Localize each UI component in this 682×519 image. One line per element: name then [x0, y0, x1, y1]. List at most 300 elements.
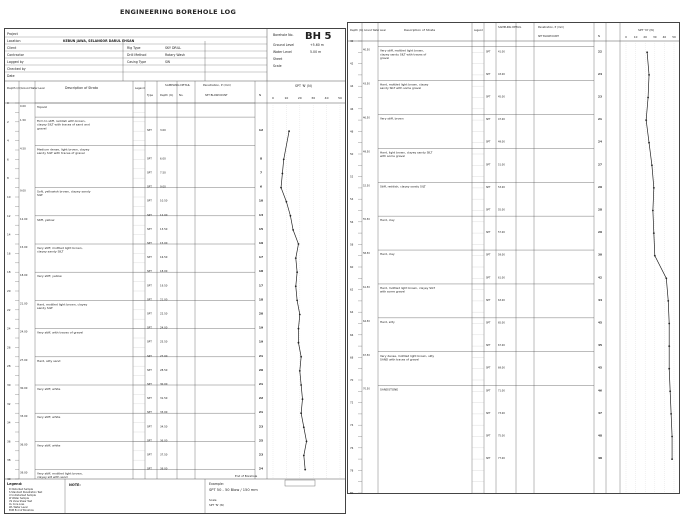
spt-point-2 [653, 187, 655, 189]
depth-tick-label-2: 64 [350, 311, 354, 315]
layer-description: Very stiff, mottled light brown, [37, 246, 83, 250]
layer-depth-label: 18.00 [20, 274, 28, 278]
sample-type-2: SPT [486, 140, 491, 144]
col-sampling-header: SAMPLING DETAIL [165, 83, 191, 87]
casing-value: SW [165, 60, 171, 64]
sample-depth-2: 69.00 [498, 366, 505, 370]
col-sample-depth-header: Depth (m) [160, 94, 174, 97]
depth-tick-label: 28 [7, 364, 11, 369]
spt-n-value: 23 [258, 424, 264, 429]
sample-type: SPT [147, 298, 152, 302]
sample-depth: 18.00 [160, 270, 168, 274]
spt-point-2 [668, 368, 670, 370]
depth-tick-label-2: 52 [350, 175, 354, 179]
spt-axis-tick: 50 [338, 96, 342, 100]
layer-depth-label: 1.50 [20, 119, 26, 123]
legend-item: VS Vane Shear Test [9, 500, 32, 503]
spt-point-2 [654, 255, 656, 257]
spt-point-2 [647, 97, 649, 99]
spt-axis-tick: 20 [297, 96, 302, 100]
sample-depth: 6.00 [160, 157, 166, 161]
col-legend-header: Legend [135, 87, 145, 90]
layer-description: Soft, yellowish brown, clayey sandy [37, 189, 91, 194]
layer-depth-label-2: 64.50 [363, 319, 370, 323]
sample-type: SPT [147, 270, 152, 274]
sample-type-2: SPT [486, 208, 491, 212]
layer-depth-label: 36.00 [20, 443, 28, 447]
sample-depth: 30.00 [160, 383, 168, 386]
spt-point-2 [671, 458, 673, 460]
layer-description: Very stiff, white [37, 443, 61, 448]
spt-n-value-2: 47 [598, 410, 602, 415]
col-penetration-header: Penetration, P (mm) [203, 83, 232, 87]
col-water-header-2: Ground Water Level [364, 29, 386, 32]
depth-tick-label-2: 68 [350, 356, 354, 360]
layer-description-2: Hard, mottled light brown, clayey [380, 82, 429, 87]
depth-tick-label: 0 [7, 101, 9, 105]
spt-axis-tick-2: 40 [662, 35, 667, 39]
spt-n-value: 17 [258, 283, 264, 288]
date-label: Date [7, 74, 15, 78]
sample-depth: 37.50 [160, 453, 168, 457]
borehole-id: BH 5 [305, 31, 332, 42]
layer-description: clayey SILT with traces of sand and [37, 122, 90, 127]
layer-description: Hard, mottled light brown, clayey [37, 302, 88, 307]
depth-tick-label: 14 [7, 232, 11, 237]
spt-n-value-2: 24 [598, 139, 602, 144]
spt-n-value: 18 [258, 297, 264, 302]
spt-point [300, 356, 302, 358]
sample-type: SPT [147, 284, 152, 288]
col-description-header: Description of Strata [65, 86, 98, 90]
layer-depth-label-2: 55.50 [363, 218, 370, 222]
sample-type: SPT [147, 129, 152, 133]
spt-point-2 [670, 413, 672, 415]
layer-depth-label: 15.00 [20, 246, 28, 249]
layer-depth-label: 21.00 [20, 302, 28, 306]
layer-description: Very stiff, with traces of gravel [37, 330, 84, 335]
legend-item: U Undisturbed Sample [9, 494, 36, 497]
spt-n-value: 22 [258, 396, 264, 401]
document-title: ENGINEERING BOREHOLE LOG [120, 8, 237, 16]
layer-description: Stiff, yellow [37, 217, 55, 222]
spt-axis-tick: 40 [324, 96, 329, 100]
spt-point-2 [668, 323, 670, 325]
depth-tick-label-2: 74 [350, 424, 354, 428]
sample-type: SPT [147, 227, 152, 231]
spt-n-value: 6 [259, 184, 263, 189]
depth-tick-label-2: 48 [350, 130, 354, 134]
depth-tick-label-2: 76 [350, 446, 354, 450]
sample-depth-2: 73.00 [498, 411, 505, 415]
layer-description: Hard, silty sand [37, 358, 61, 363]
spt-n-value-2: 44 [598, 297, 602, 302]
layer-description: SILT [37, 193, 43, 198]
depth-tick-label-2: 70 [350, 379, 354, 382]
spt-n-value-2: 27 [598, 162, 602, 167]
layer-description-2: Hard, light brown, clayey sandy SILT [380, 150, 433, 155]
spt-n-value-2: 29 [598, 184, 602, 189]
layer-depth-label-2: 67.50 [363, 353, 370, 357]
ground-level-value: +5.60 m [310, 43, 324, 47]
spt-point-2 [648, 74, 650, 76]
sample-type: SPT [147, 467, 152, 471]
sample-type-2: SPT [486, 411, 491, 415]
layer-depth-label: 33.00 [20, 415, 28, 419]
sample-depth: 24.00 [160, 326, 168, 330]
sample-depth-2: 59.00 [498, 253, 505, 257]
col-legend-header-2: Legend [474, 29, 483, 32]
client-label: Client [7, 46, 17, 50]
legend-item: CL Core Loss [9, 503, 25, 506]
location-label: Location [7, 39, 21, 43]
layer-description: sandy SILT with traces of gravel [37, 150, 85, 155]
spt-point [300, 384, 302, 386]
depth-tick-label: 6 [7, 157, 9, 162]
layer-depth-label: 9.00 [20, 189, 26, 193]
col-sample-no-header: No. [179, 94, 184, 97]
depth-tick-label: 20 [7, 289, 11, 293]
ground-level-label: Ground Level [273, 43, 295, 47]
col-depth-header: Depth (m) [7, 86, 22, 90]
sample-depth-2: 51.00 [498, 163, 505, 167]
sample-depth-2: 77.00 [498, 457, 505, 461]
sample-type-2: SPT [486, 50, 491, 54]
spt-point [298, 243, 300, 245]
spt-point [300, 412, 302, 414]
log-table-1 [5, 29, 345, 513]
spt-point-2 [665, 277, 667, 279]
sample-type-2: SPT [486, 366, 491, 370]
depth-tick-label: 40 [7, 477, 11, 481]
layer-depth-label-2: 52.50 [363, 184, 370, 188]
col-description-header-2: Description of Strata [404, 28, 436, 32]
contractor-label: Contractor [7, 53, 24, 57]
depth-tick-label-2: 42 [350, 62, 354, 66]
spt-n-value-2: 42 [598, 275, 602, 280]
note-label: NOTE: [69, 483, 81, 487]
water-level-value: 5.00 m [310, 50, 322, 54]
scale-bar-chart-label: SPT 'N' (N) [209, 503, 224, 507]
col-spt-count-header: SPT BLOWCOUNT [205, 94, 228, 97]
borehole-no-label: Borehole No. [273, 33, 294, 37]
sample-depth: 13.50 [160, 227, 168, 231]
depth-tick-label: 22 [7, 307, 11, 312]
legend-item: S Standard Penetration Test [9, 491, 43, 494]
col-spt-count-header-2: SPT BLOWCOUNT [538, 35, 559, 38]
layer-description-2: SANDSTONE [380, 387, 399, 392]
spt-point [281, 173, 283, 175]
layer-description-2: Very stiff, brown [380, 116, 404, 121]
sample-type-2: SPT [486, 344, 491, 348]
spt-point [280, 187, 282, 189]
spt-chart-title: SPT 'N' (N) [295, 84, 312, 88]
drill-method-value: Rotary Wash [165, 53, 186, 57]
depth-tick-label: 4 [7, 138, 9, 143]
layer-description: Very stiff, mottled light brown, [37, 471, 83, 476]
col-n-header-2: N [598, 35, 600, 38]
layer-description-2: Hard, silty [380, 319, 395, 324]
sample-depth: 3.00 [160, 129, 166, 133]
depth-tick-label-2: 80 [350, 492, 354, 495]
spt-point [283, 159, 285, 161]
spt-n-value: 12 [258, 128, 264, 133]
sample-depth: 33.00 [160, 411, 168, 415]
sample-depth: 34.50 [160, 425, 168, 429]
depth-tick-label: 32 [7, 401, 11, 406]
depth-tick-label-2: 66 [350, 333, 354, 337]
sample-depth-2: 45.00 [498, 95, 505, 99]
depth-tick-label: 38 [7, 458, 11, 463]
end-of-borehole-label: End of Borehole [235, 474, 258, 478]
spt-point [290, 215, 292, 217]
sample-type: SPT [147, 171, 152, 175]
spt-point [299, 314, 301, 316]
spt-point [304, 469, 306, 471]
spt-point [306, 441, 308, 443]
layer-description: clayey sandy SILT [37, 249, 64, 254]
layer-description-2: Very dense, mottled light brown, silty [380, 353, 435, 358]
sample-depth: 19.50 [160, 284, 168, 288]
sample-type: SPT [147, 199, 152, 203]
depth-tick-label: 10 [7, 195, 11, 199]
sample-depth: 7.50 [160, 171, 166, 175]
sample-depth: 21.00 [160, 298, 168, 302]
spt-n-value: 8 [259, 156, 263, 161]
depth-tick-label: 34 [7, 420, 11, 425]
spt-n-value: 19 [258, 325, 264, 330]
scale-label: Scale [273, 64, 282, 68]
spt-point-2 [651, 164, 653, 166]
depth-tick-label-2: 62 [350, 288, 354, 292]
sample-depth-2: 63.00 [498, 298, 505, 302]
sample-type-2: SPT [486, 163, 491, 167]
spt-profile-line-2 [646, 52, 672, 459]
depth-tick-label: 30 [7, 383, 11, 387]
col-n-header: N [259, 93, 262, 97]
spt-axis-tick: 30 [311, 96, 316, 100]
layer-depth-label: 27.00 [20, 358, 28, 362]
sample-type: SPT [147, 397, 152, 401]
sample-type-2: SPT [486, 457, 491, 461]
layer-depth-label-2: 46.50 [363, 116, 370, 120]
sample-type-2: SPT [486, 276, 491, 280]
spt-point [296, 300, 298, 302]
sample-depth: 28.50 [160, 368, 168, 372]
col-type-header: Type [147, 94, 153, 97]
rig-type-label: Rig Type [127, 46, 141, 50]
layer-depth-label-2: 70.50 [363, 387, 370, 391]
depth-tick-label: 12 [7, 213, 11, 218]
log-sheet-1 [4, 28, 346, 514]
sample-type-2: SPT [486, 434, 491, 438]
spt-point [303, 426, 305, 428]
spt-point-2 [652, 210, 654, 212]
sample-type: SPT [147, 453, 152, 457]
spt-n-value: 7 [259, 170, 263, 175]
spt-n-value-2: 22 [598, 49, 602, 54]
spt-n-value: 24 [258, 466, 264, 471]
spt-point-2 [653, 232, 655, 234]
spt-n-value-2: 48 [598, 456, 602, 461]
spt-point-2 [671, 436, 673, 438]
spt-point [288, 130, 290, 132]
sample-depth-2: 65.00 [498, 321, 505, 325]
spt-point [298, 328, 300, 330]
casing-label: Casing Type [127, 60, 147, 64]
spt-axis-tick-2: 50 [672, 35, 676, 39]
spt-n-value-2: 24 [598, 71, 602, 76]
sample-depth: 15.00 [160, 242, 168, 245]
spt-n-value-2: 48 [598, 433, 602, 438]
depth-tick-label-2: 56 [350, 220, 354, 224]
layer-description-2: Very stiff, mottled light brown, [380, 48, 424, 53]
layer-depth-label: 12.00 [20, 217, 28, 221]
sample-depth: 39.00 [160, 467, 168, 471]
spt-chart-title-2: SPT 'N' (N) [638, 28, 654, 32]
sample-depth: 22.50 [160, 312, 168, 316]
layer-depth-label: 0.00 [20, 105, 26, 108]
sample-type: SPT [147, 340, 152, 344]
sample-type: SPT [147, 185, 152, 189]
spt-point-2 [646, 51, 648, 53]
col-depth-header-2: Depth (m) [350, 29, 364, 32]
sample-depth-2: 47.00 [498, 118, 505, 122]
rig-type-value: SKY DRILL [165, 46, 182, 50]
layer-description: Very stiff, white [37, 387, 61, 391]
layer-description: Topsoil [37, 105, 48, 109]
depth-tick-label-2: 54 [350, 198, 354, 202]
spt-n-value-2: 28 [598, 207, 602, 212]
spt-n-value: 20 [258, 367, 264, 372]
sample-depth: 31.50 [160, 397, 168, 401]
sample-type-2: SPT [486, 253, 491, 257]
spt-axis-tick-2: 30 [653, 35, 657, 39]
project-label: Project [7, 32, 18, 36]
spt-n-value: 13 [258, 212, 264, 217]
col-sampling-header-2: SAMPLING DETAIL [498, 26, 522, 29]
legend-title: Legend: [7, 482, 23, 486]
spt-point [299, 370, 301, 372]
depth-tick-label-2: 40 [350, 40, 354, 43]
spt-n-value-2: 29 [598, 230, 602, 235]
spt-n-value: 19 [258, 241, 264, 245]
sample-type-2: SPT [486, 231, 491, 235]
checked-label: Checked by [7, 67, 26, 71]
sample-depth-2: 43.00 [498, 72, 505, 76]
depth-tick-label-2: 78 [350, 469, 354, 473]
spt-n-value: 17 [258, 255, 264, 260]
spt-point [298, 342, 300, 344]
layer-description-2: gravel [380, 55, 390, 60]
spt-n-value-2: 30 [598, 252, 602, 257]
depth-tick-label-2: 44 [350, 85, 354, 89]
spt-n-value: 10 [258, 198, 264, 203]
sample-type-2: SPT [486, 298, 491, 302]
spt-point-2 [648, 142, 650, 144]
layer-depth-label-2: 49.50 [363, 150, 370, 154]
spt-n-value: 15 [258, 226, 264, 231]
spt-n-value: 25 [258, 438, 264, 443]
depth-tick-label-2: 72 [350, 401, 354, 405]
layer-depth-label: 24.00 [20, 330, 28, 334]
spt-n-value: 23 [258, 452, 264, 457]
spt-axis-tick-2: 10 [633, 35, 638, 39]
depth-tick-label: 36 [7, 439, 11, 444]
depth-tick-label-2: 58 [350, 243, 354, 247]
spt-n-value: 20 [258, 311, 264, 316]
spt-chart-footer-box [285, 480, 315, 486]
log-table-2 [348, 23, 679, 493]
spt-n-value: 21 [258, 382, 264, 386]
layer-description: sandy SILT [37, 306, 53, 310]
layer-depth-label-2: 40.50 [363, 48, 370, 52]
legend-item: EOB End of Borehole [9, 509, 34, 512]
layer-description: clayey silt with sand [37, 475, 68, 480]
spt-axis-tick-2: 0 [625, 35, 627, 39]
depth-tick-label: 24 [7, 326, 11, 331]
spt-n-value: 21 [258, 353, 264, 358]
scale-bar-label: Scale [209, 498, 217, 502]
depth-tick-label-2: 46 [350, 107, 354, 111]
legend-item: D Disturbed Sample [9, 488, 34, 491]
sample-depth: 12.00 [160, 213, 168, 217]
sample-depth-2: 75.00 [498, 434, 505, 438]
legend-item: WL Water Level [9, 506, 28, 509]
spt-n-value: 18 [258, 269, 264, 274]
depth-tick-label: 2 [7, 119, 9, 124]
sample-depth-2: 41.00 [498, 50, 505, 54]
spt-point [286, 201, 288, 203]
sample-type: SPT [147, 326, 152, 330]
layer-description-2: Hard, clay [380, 252, 395, 257]
layer-description: gravel [37, 126, 47, 131]
sample-type: SPT [147, 425, 152, 429]
layer-depth-label-2: 58.50 [363, 252, 370, 256]
layer-description-2: with some gravel [380, 289, 405, 294]
sample-type: SPT [147, 354, 152, 358]
depth-tick-label: 18 [7, 270, 11, 275]
layer-depth-label-2: 43.50 [363, 82, 370, 86]
sample-type: SPT [147, 213, 152, 217]
sample-depth-2: 71.00 [498, 389, 505, 393]
layer-description-2: with some gravel [380, 153, 405, 158]
spt-n-value-2: 23 [598, 94, 602, 99]
spt-point-2 [667, 300, 669, 302]
sample-depth: 36.00 [160, 439, 168, 443]
location-value: KEBUN JAWA, SELANGOR DARUL EHSAN [63, 39, 135, 43]
sample-type-2: SPT [486, 118, 491, 122]
sample-depth-2: 57.00 [498, 231, 505, 235]
depth-tick-label: 8 [7, 176, 9, 181]
sample-type: SPT [147, 383, 152, 386]
sample-depth-2: 55.00 [498, 208, 505, 212]
spt-point [303, 455, 305, 457]
legend-item: W Water Sample [9, 497, 29, 500]
layer-description-2: Hard, clay [380, 218, 395, 223]
spt-point-2 [645, 119, 647, 121]
sample-type: SPT [147, 157, 152, 161]
sample-type: SPT [147, 439, 152, 443]
sample-type-2: SPT [486, 185, 491, 189]
spt-axis-tick-2: 20 [643, 35, 647, 39]
depth-tick-label-2: 60 [350, 266, 354, 269]
spt-profile-line [281, 131, 306, 469]
layer-depth-label: 4.50 [20, 147, 26, 151]
spt-n-value: 19 [258, 339, 264, 344]
depth-tick-label: 16 [7, 251, 11, 256]
sample-type: SPT [147, 312, 152, 316]
